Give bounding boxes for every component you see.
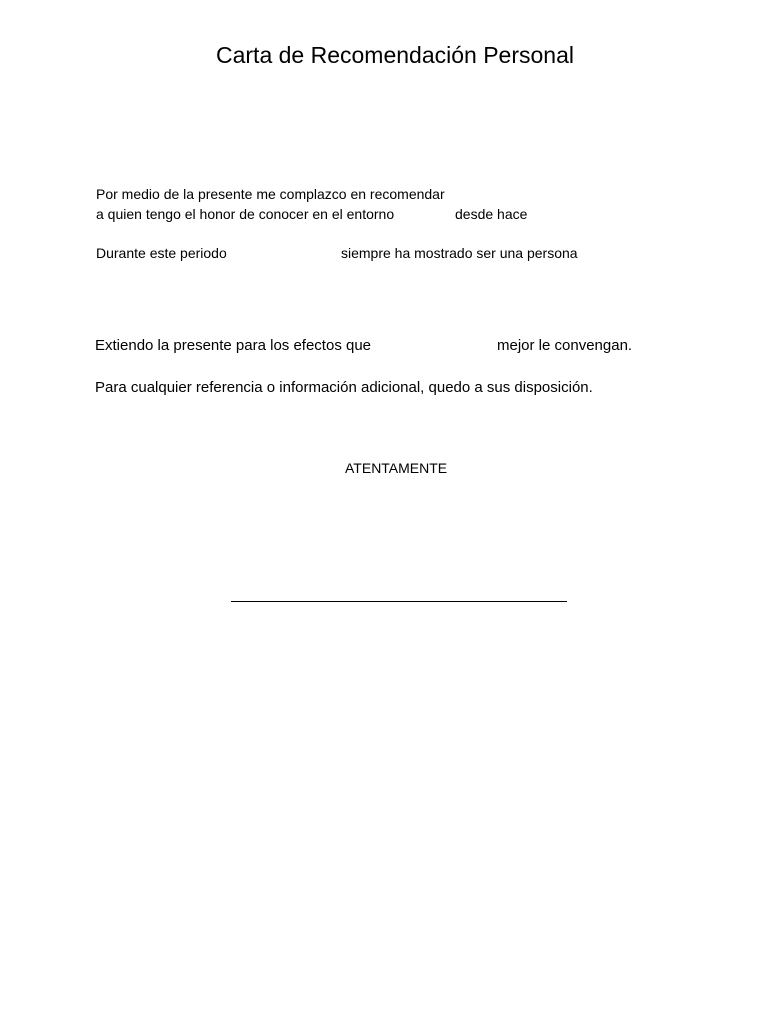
convenience-text: mejor le convengan. bbox=[497, 337, 633, 354]
letter-title: Carta de Recomendación Personal bbox=[216, 42, 574, 68]
signature-line bbox=[231, 601, 567, 602]
intro-line: Por medio de la presente me complazco en recomendar bbox=[96, 186, 445, 202]
acquaintance-line: a quien tengo el honor de conocer en el entorno bbox=[96, 206, 395, 222]
character-text: siempre ha mostrado ser una persona bbox=[341, 245, 578, 261]
since-text: desde hace bbox=[455, 206, 528, 222]
period-text: Durante este periodo bbox=[96, 245, 227, 261]
purpose-text: Extiendo la presente para los efectos que bbox=[95, 337, 372, 354]
closing-text: ATENTAMENTE bbox=[345, 460, 448, 476]
reference-line: Para cualquier referencia o información adicional, quedo a sus disposición. bbox=[95, 379, 593, 396]
